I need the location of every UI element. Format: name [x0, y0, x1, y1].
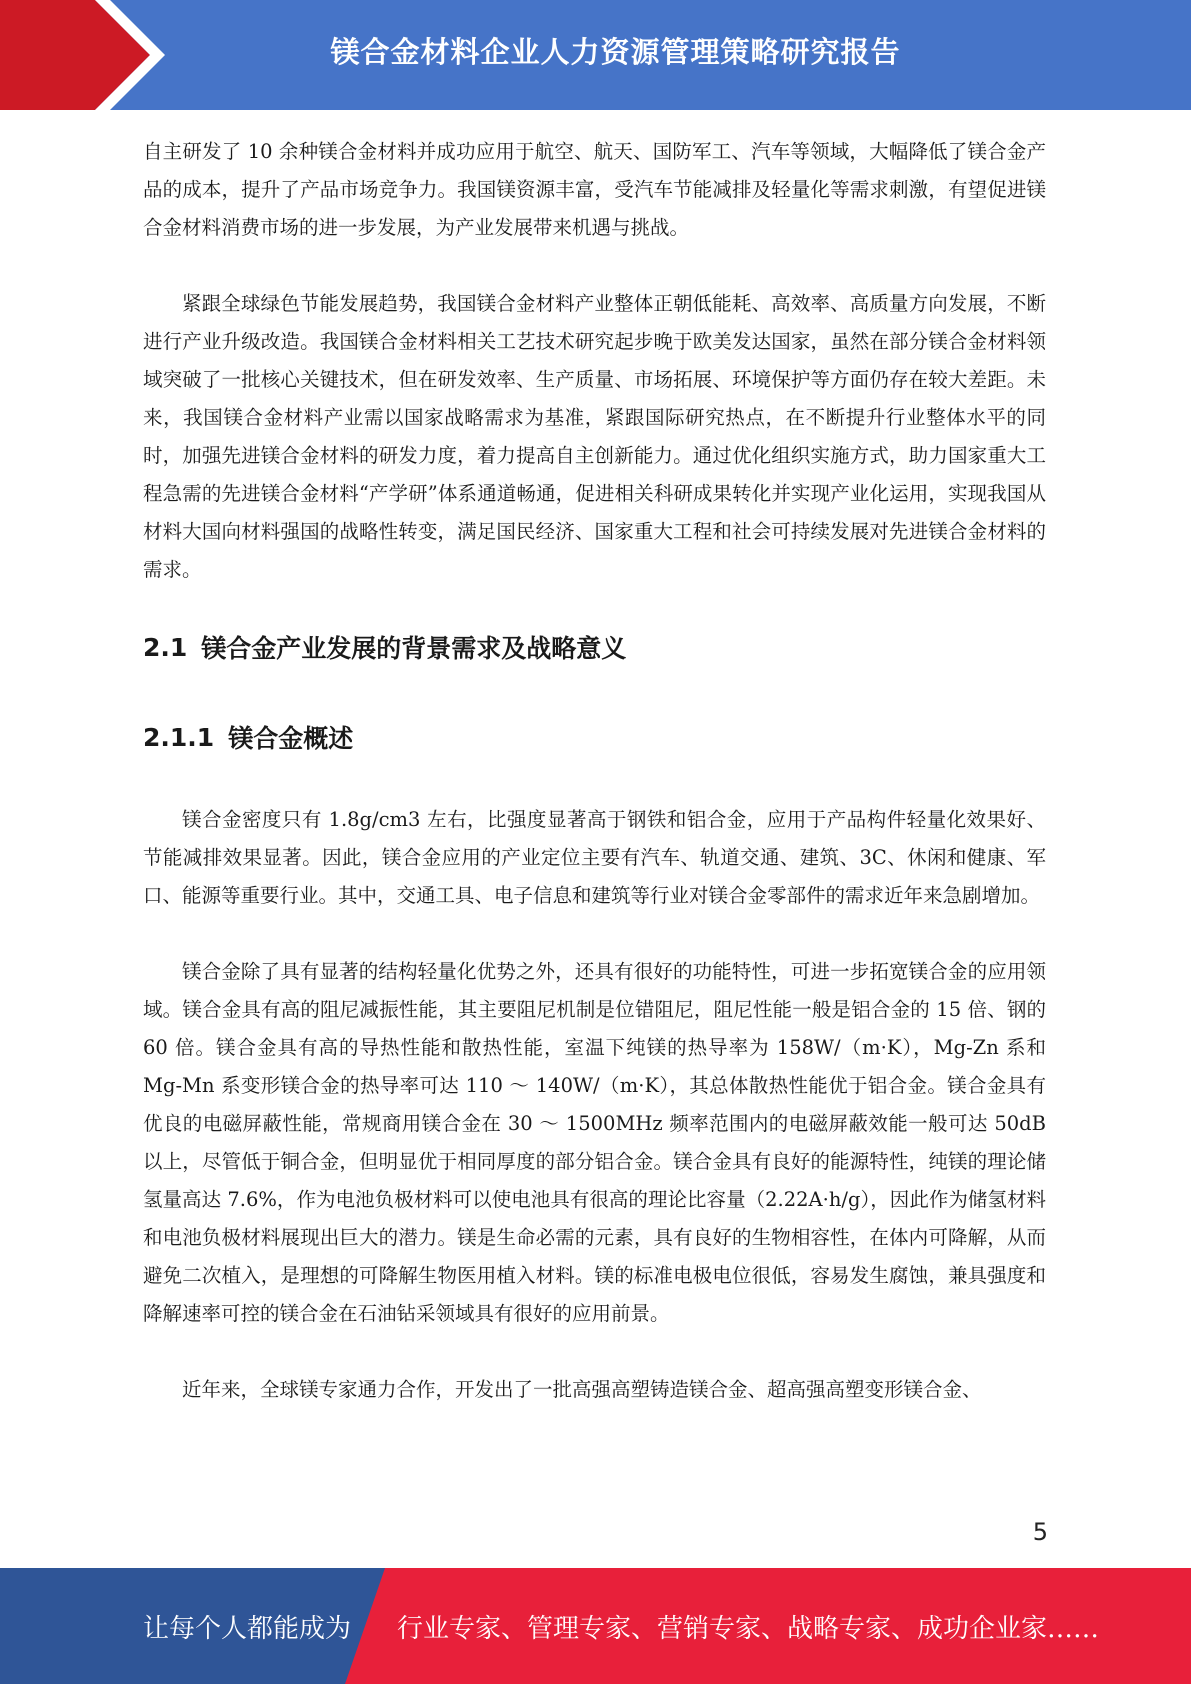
paragraph-intro: 自主研发了 10 余种镁合金材料并成功应用于航空、航天、国防军工、汽车等领域，大幅降低了镁合金产品的成本，提升了产品市场竞争力。我国镁资源丰富，受汽车节能减排及轻量化等需求刺激，有望促进镁合金材料消费市场的进一步发展，为产业发展带来机遇与挑战。	[143, 140, 1046, 239]
paragraph-functional-properties: 镁合金除了具有显著的结构轻量化优势之外，还具有很好的功能特性，可进一步拓宽镁合金的应用领域。镁合金具有高的阻尼减振性能，其主要阻尼机制是位错阻尼，阻尼性能一般是铝合金的 15 倍、钢的 60 倍。镁合金具有高的导热性能和散热性能，室温下纯镁的热导率为 158W/（m·K），Mg-Zn 系和 Mg-Mn 系变形镁合金的热导率可达 110 ～ 140W/（m·K），其总体散热性能优于铝合金。镁合金具有优良的电磁屏蔽性能，常规商用镁合金在 30 ～ 1500MHz 频率范围内的电磁屏蔽效能一般可达 50dB 以上，尽管低于铜合金，但明显优于相同厚度的部分铝合金。镁合金具有良好的能源特性，纯镁的理论储氢量高达 7.6%，作为电池负极材料可以使电池具有很高的理论比容量（2.22A·h/g），因此作为储氢材料和电池负极材料展现出巨大的潜力。镁是生命必需的元素，具有良好的生物相容性，在体内可降解，从而避免二次植入，是理想的可降解生物医用植入材料。镁的标准电极电位很低，容易发生腐蚀，兼具强度和降解速率可控的镁合金在石油钻采领域具有很好的应用前景。	[143, 960, 1046, 1325]
subsection-number: 2.1.1	[143, 722, 215, 752]
section-title: 镁合金产业发展的背景需求及战略意义	[201, 634, 627, 663]
subsection-heading-2-1-1	[143, 717, 1046, 757]
footer-banner	[0, 1568, 1191, 1684]
subsection-title: 镁合金概述	[228, 724, 354, 753]
paragraph-recent-development: 近年来，全球镁专家通力合作，开发出了一批高强高塑铸造镁合金、超高强高塑变形镁合金、	[182, 1378, 982, 1401]
page-number: 5	[1032, 1518, 1048, 1546]
page-content	[143, 133, 1046, 1447]
header-banner	[0, 0, 1191, 110]
section-number: 2.1	[143, 632, 188, 662]
report-title: 镁合金材料企业人力资源管理策略研究报告	[330, 34, 901, 69]
paragraph-density: 镁合金密度只有 1.8g/cm3 左右，比强度显著高于钢铁和铝合金，应用于产品构件轻量化效果好、节能减排效果显著。因此，镁合金应用的产业定位主要有汽车、轨道交通、建筑、3C、休闲和健康、军口、能源等重要行业。其中，交通工具、电子信息和建筑等行业对镁合金零部件的需求近年来急剧增加。	[143, 808, 1046, 907]
section-heading-2-1	[143, 627, 1046, 667]
footer-slogan-right: 行业专家、管理专家、营销专家、战略专家、成功企业家……	[397, 1613, 1100, 1644]
footer-slogan-left: 让每个人都能成为	[143, 1613, 352, 1644]
paragraph-industry-trend: 紧跟全球绿色节能发展趋势，我国镁合金材料产业整体正朝低能耗、高效率、高质量方向发展，不断进行产业升级改造。我国镁合金材料相关工艺技术研究起步晚于欧美发达国家，虽然在部分镁合金材料领域突破了一批核心关键技术，但在研发效率、生产质量、市场拓展、环境保护等方面仍存在较大差距。未来，我国镁合金材料产业需以国家战略需求为基准，紧跟国际研究热点，在不断提升行业整体水平的同时，加强先进镁合金材料的研发力度，着力提高自主创新能力。通过优化组织实施方式，助力国家重大工程急需的先进镁合金材料“产学研”体系通道畅通，促进相关科研成果转化并实现产业化运用，实现我国从材料大国向材料强国的战略性转变，满足国民经济、国家重大工程和社会可持续发展对先进镁合金材料的需求。	[143, 292, 1046, 581]
